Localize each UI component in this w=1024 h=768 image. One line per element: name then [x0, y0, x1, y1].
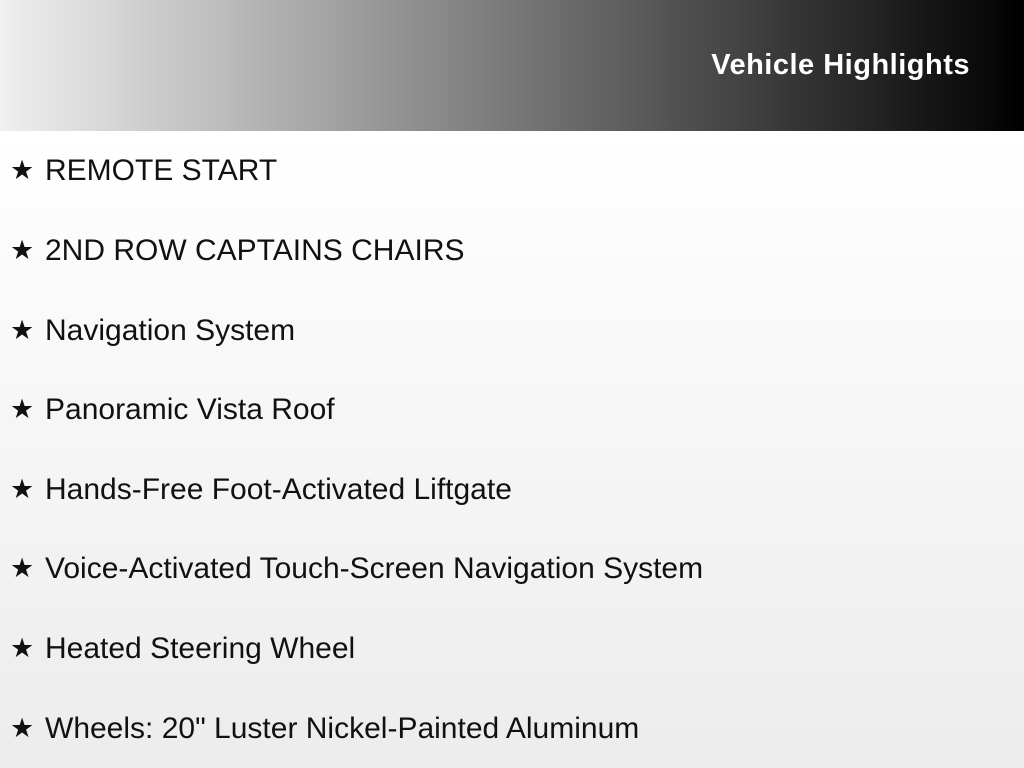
list-item	[0, 450, 1024, 530]
header-banner	[0, 0, 1024, 131]
list-item	[0, 131, 1024, 211]
list-item	[0, 290, 1024, 370]
list-item-label: REMOTE START	[45, 154, 278, 188]
star-icon: ★	[10, 553, 35, 584]
highlights-list	[0, 131, 1024, 768]
list-item-label: Voice-Activated Touch-Screen Navigation System	[45, 552, 704, 586]
list-item-label: Navigation System	[45, 313, 296, 347]
list-item	[0, 370, 1024, 450]
list-item	[0, 609, 1024, 689]
page-title: Vehicle Highlights	[711, 49, 970, 81]
list-item-label: 2ND ROW CAPTAINS CHAIRS	[45, 233, 465, 267]
list-item-label: Hands-Free Foot-Activated Liftgate	[45, 472, 512, 506]
star-icon: ★	[10, 394, 35, 425]
star-icon: ★	[10, 633, 35, 664]
list-item-label: Heated Steering Wheel	[45, 632, 356, 666]
list-item	[0, 688, 1024, 768]
star-icon: ★	[10, 155, 35, 186]
star-icon: ★	[10, 473, 35, 504]
star-icon: ★	[10, 314, 35, 345]
list-item	[0, 529, 1024, 609]
star-icon: ★	[10, 712, 35, 743]
list-item-label: Panoramic Vista Roof	[45, 393, 335, 427]
list-item	[0, 211, 1024, 291]
star-icon: ★	[10, 234, 35, 265]
list-item-label: Wheels: 20" Luster Nickel-Painted Aluminum	[45, 711, 640, 745]
